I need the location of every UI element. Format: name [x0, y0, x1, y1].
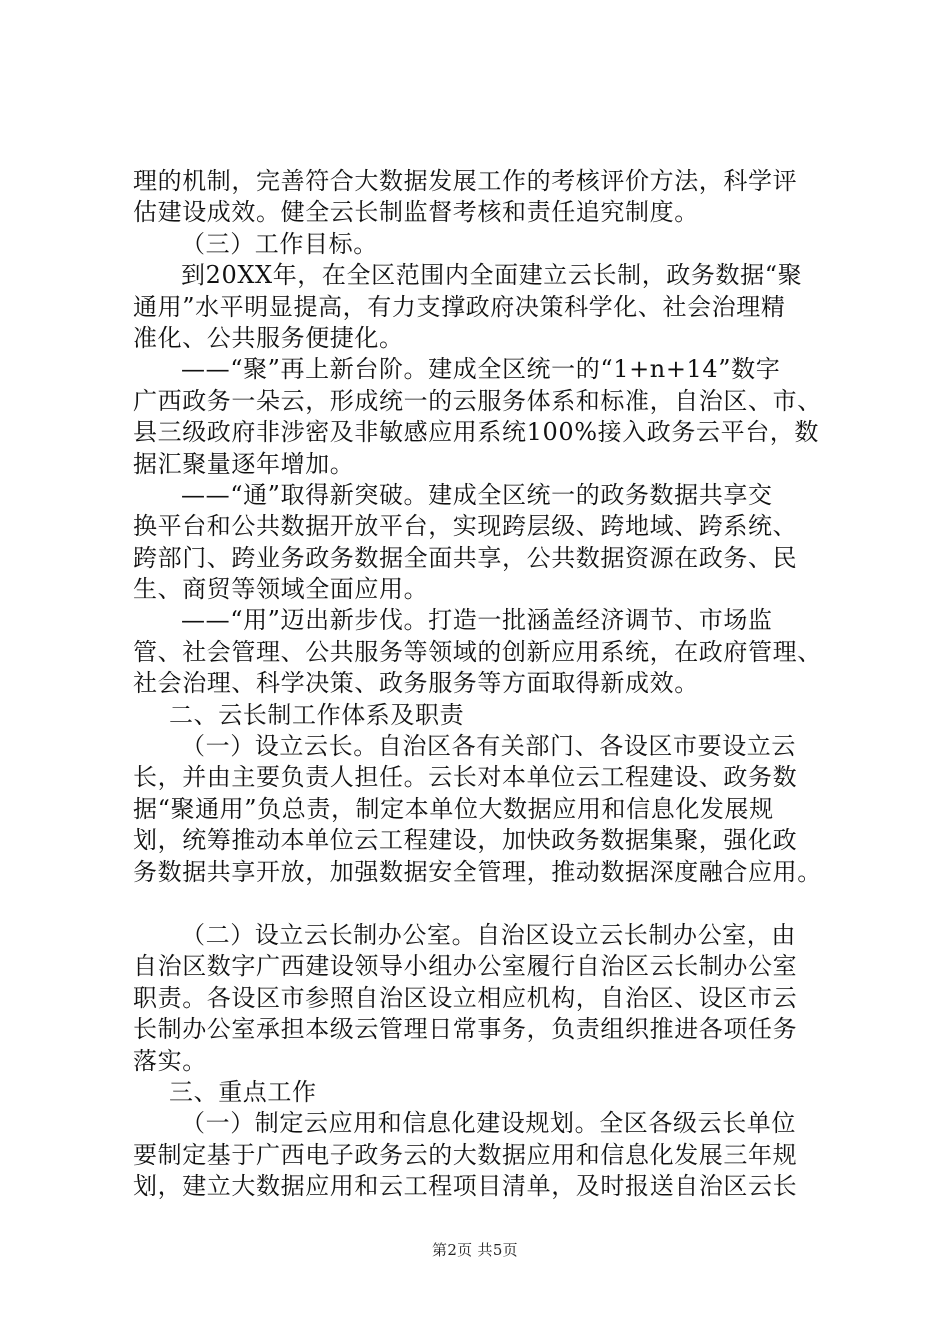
- text-line: ——“通”取得新突破。建成全区统一的政务数据共享交: [181, 480, 773, 509]
- text-line: ——“聚”再上新台阶。建成全区统一的“1+n+14”数字: [181, 355, 781, 384]
- text-line: 务数据共享开放，加强数据安全管理，推动数据深度融合应用。: [133, 857, 822, 886]
- text-line: 估建设成效。健全云长制监督考核和责任追究制度。: [133, 198, 699, 227]
- text-line: 据“聚通用”负总责，制定本单位大数据应用和信息化发展规: [133, 794, 774, 823]
- text-line: 广西政务一朵云，形成统一的云服务体系和标准，自治区、市、: [133, 386, 822, 415]
- text-line: 社会治理、科学决策、政务服务等方面取得新成效。: [133, 669, 699, 698]
- text-line: （一）设立云长。自治区各有关部门、各设区市要设立云: [181, 732, 796, 761]
- text-line: 职责。各设区市参照自治区设立相应机构，自治区、设区市云: [133, 983, 798, 1012]
- text-line: 长，并由主要负责人担任。云长对本单位云工程建设、政务数: [133, 763, 798, 792]
- text-line: 跨部门、跨业务政务数据全面共享，公共数据资源在政务、民: [133, 543, 798, 572]
- text-line: 生、商贸等领域全面应用。: [133, 575, 429, 604]
- text-line: 准化、公共服务便捷化。: [133, 323, 404, 352]
- section-heading: 二、云长制工作体系及职责: [169, 700, 465, 729]
- text-line: 据汇聚量逐年增加。: [133, 449, 355, 478]
- text-line: ——“用”迈出新步伐。打造一批涵盖经济调节、市场监: [181, 606, 773, 635]
- text-line: 换平台和公共数据开放平台，实现跨层级、跨地域、跨系统、: [133, 512, 798, 541]
- section-heading: 三、重点工作: [169, 1077, 317, 1106]
- text-line: 落实。: [133, 1046, 207, 1075]
- text-line: 到20XX年，在全区范围内全面建立云长制，政务数据“聚: [181, 261, 803, 290]
- section-subheading: （三）工作目标。: [181, 229, 378, 258]
- text-line: 理的机制，完善符合大数据发展工作的考核评价方法，科学评: [133, 167, 798, 195]
- text-line: 长制办公室承担本级云管理日常事务，负责组织推进各项任务: [133, 1015, 798, 1044]
- document-body: [133, 166, 833, 1203]
- text-line: （二）设立云长制办公室。自治区设立云长制办公室，由: [181, 920, 796, 949]
- text-line: 县三级政府非涉密及非敏感应用系统100%接入政务云平台，数: [133, 418, 820, 447]
- text-line: （一）制定云应用和信息化建设规划。全区各级云长单位: [181, 1109, 796, 1138]
- text-line: 要制定基于广西电子政务云的大数据应用和信息化发展三年规: [133, 1140, 798, 1169]
- page-number-label: 第2页 共5页: [432, 1241, 518, 1259]
- text-line: 自治区数字广西建设领导小组办公室履行自治区云长制办公室: [133, 952, 798, 981]
- text-line: 通用”水平明显提高，有力支撑政府决策科学化、社会治理精: [133, 292, 786, 321]
- paragraph-gap: [133, 888, 833, 920]
- text-line: 划，统筹推动本单位云工程建设，加快政务数据集聚，强化政: [133, 826, 798, 855]
- text-line: 划，建立大数据应用和云工程项目清单，及时报送自治区云长: [133, 1172, 798, 1201]
- page-footer: [0, 1240, 950, 1260]
- text-line: 管、社会管理、公共服务等领域的创新应用系统，在政府管理、: [133, 637, 822, 666]
